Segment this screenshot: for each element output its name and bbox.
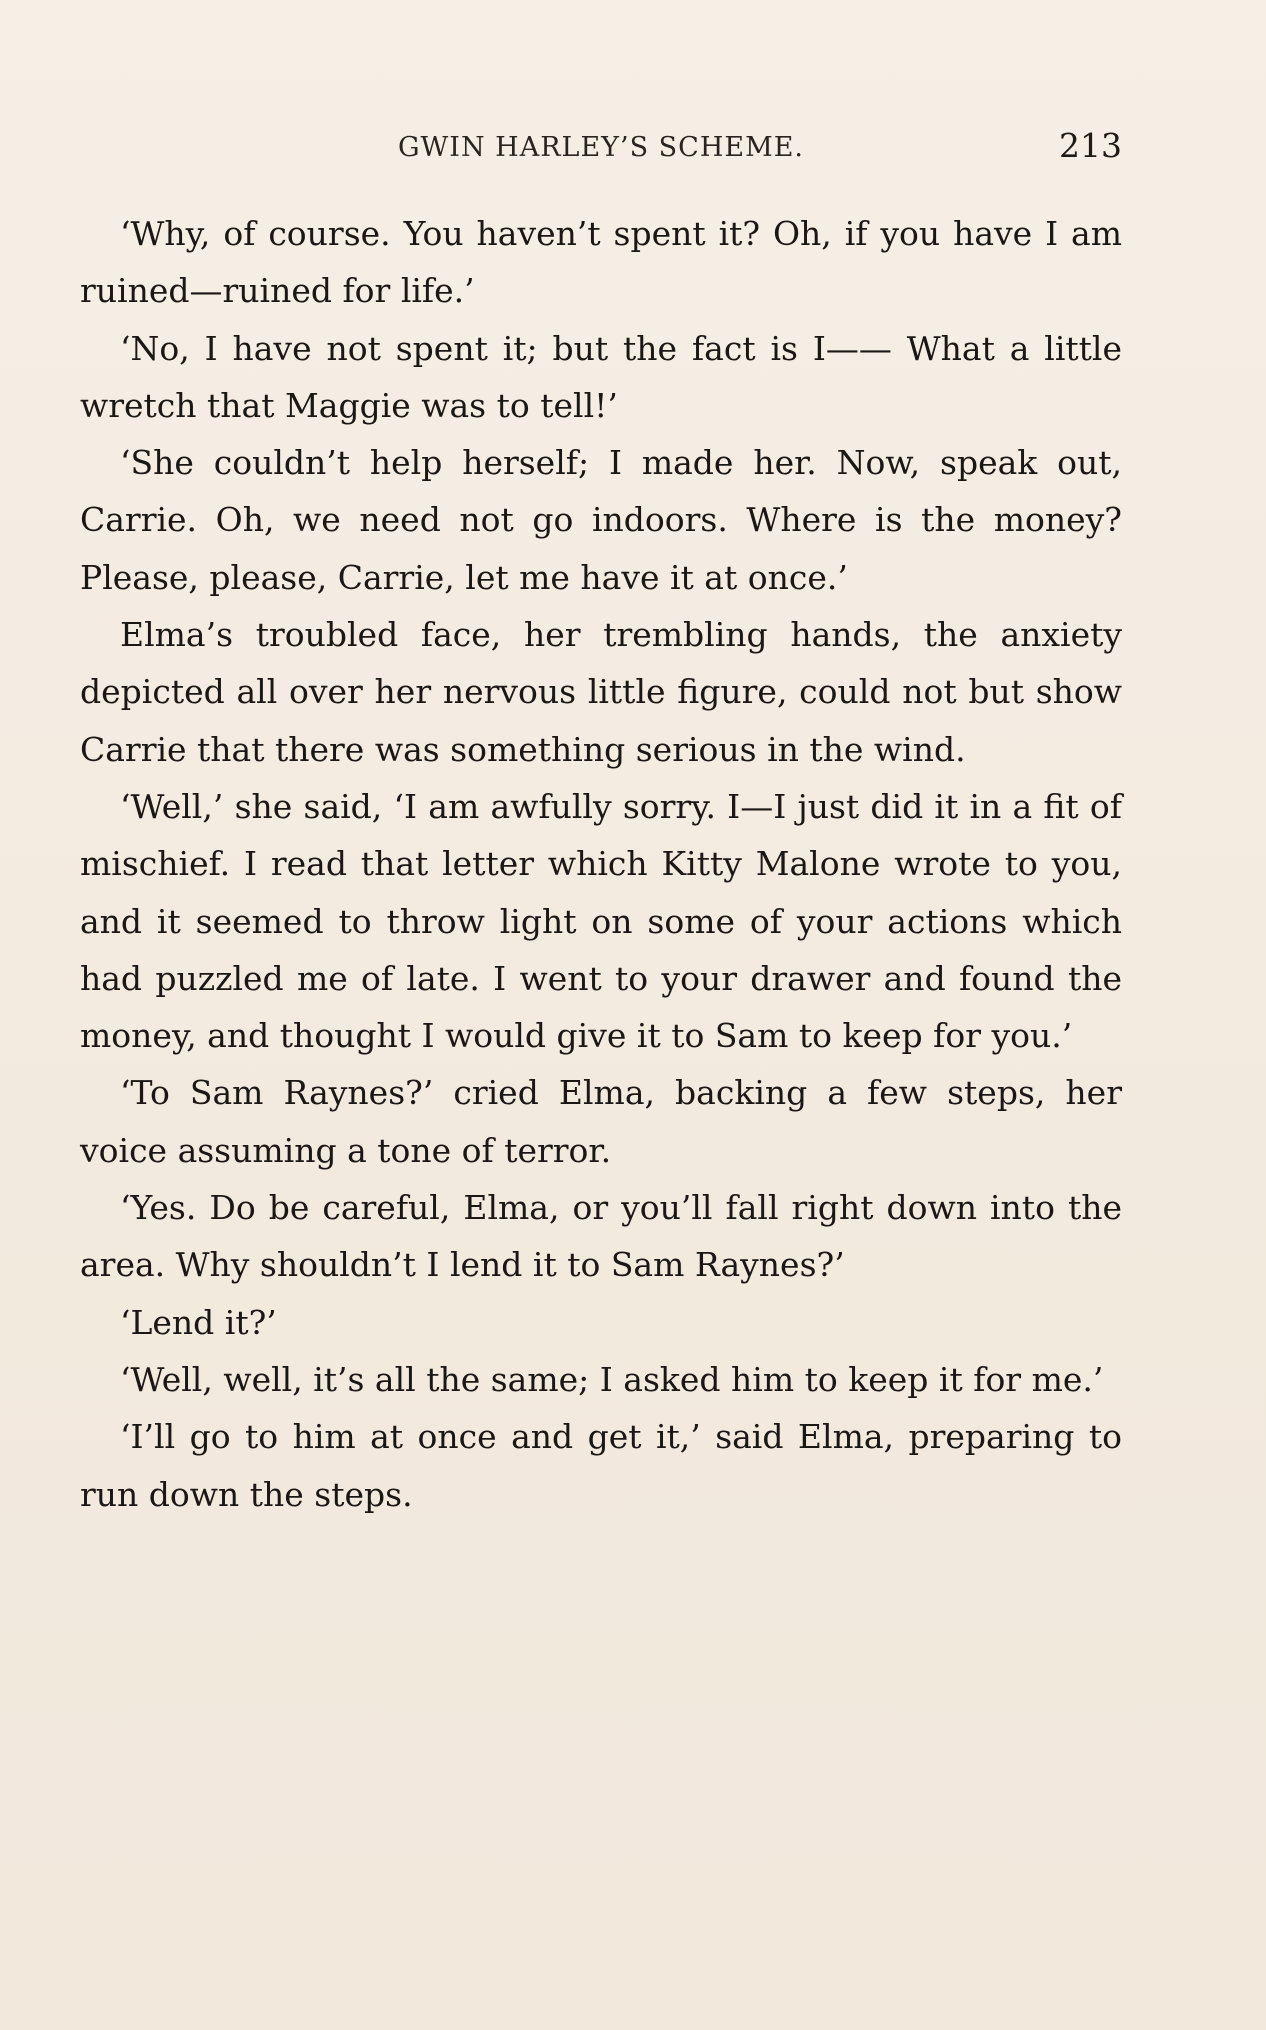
paragraph: ‘She couldn’t help herself; I made her. Now, speak out, Carrie. Oh, we need not go indoors. Where is the money? Please, please, Carrie, let me have it at once.’ [80, 443, 1122, 597]
body-text [80, 205, 1122, 1523]
paragraph: Elma’s troubled face, her trembling hands, the anxiety depicted all over her nervous little figure, could not but show Carrie that there was something serious in the wind. [80, 615, 1122, 769]
paragraph: ‘Yes. Do be careful, Elma, or you’ll fall right down into the area. Why shouldn’t I lend it to Sam Raynes?’ [80, 1188, 1122, 1285]
running-head: GWIN HARLEY’S SCHEME. [397, 132, 805, 163]
page-number: 213 [1059, 126, 1122, 165]
paragraph: ‘No, I have not spent it; but the fact is I—— What a little wretch that Maggie was to tell!’ [80, 328, 1122, 425]
paragraph: ‘Well,’ she said, ‘I am awfully sorry. I—I just did it in a fit of mischief. I read that letter which Kitty Malone wrote to you, and it seemed to throw light on some of your actions which had puzzled me of late. I went to your drawer and found the money, and thought I would give it to Sam to keep for you.’ [80, 786, 1122, 1056]
paragraph: ‘Lend it?’ [120, 1302, 277, 1342]
paragraph: ‘Well, well, it’s all the same; I asked him to keep it for me.’ [120, 1359, 1104, 1399]
page-header [80, 126, 1122, 170]
paragraph: ‘To Sam Raynes?’ cried Elma, backing a few steps, her voice assuming a tone of terror. [80, 1073, 1122, 1170]
paragraph: ‘I’ll go to him at once and get it,’ said Elma, preparing to run down the steps. [80, 1417, 1122, 1514]
paragraph: ‘Why, of course. You haven’t spent it? Oh, if you have I am ruined—ruined for life.’ [80, 214, 1122, 311]
